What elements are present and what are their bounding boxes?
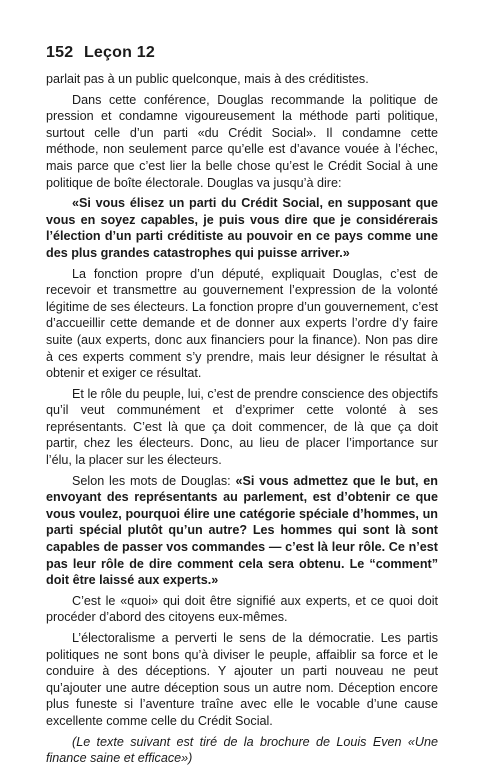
page-header (46, 44, 438, 62)
paragraph-electoralisme: L’électoralisme a perverti le sens de la démocratie. Les partis politiques ne sont bons qu’à diviser le peuple, affaiblir sa force et le conduire à des déceptions. Y ajouter un parti nouveau ne peut qu’ajouter une autre déception sous un autre nom. Déception encore plus funeste si l’aventure traîne avec elle le vocable d’une cause excellente comme celle du Crédit Social. (46, 631, 438, 728)
paragraph-douglas-words (46, 473, 438, 589)
paragraph-quoi: C’est le «quoi» qui doit être signifié aux experts, et ce quoi doit procéder d’abord des citoyens eux-mêmes. (46, 593, 438, 625)
douglas-quote-1: «Si vous élisez un parti du Crédit Social, en supposant que vous en soyez capables, je puis vous dire que je considérerais l’élection d’un parti créditiste au pouvoir en ce pays comme une des plus grandes catastrophes qui puisse arriver.» (46, 196, 438, 260)
source-note: (Le texte suivant est tiré de la brochure de Louis Even «Une finance saine et efficace») (46, 734, 438, 766)
page-number: 152 (46, 44, 74, 61)
paragraph-depute-role: La fonction propre d’un député, expliquait Douglas, c’est de recevoir et transmettre au gouvernement l’expression de la volonté légitime de ses électeurs. La fonction propre d’un gouvernement, c’est d’accueillir cette demande et de donner aux experts l’ordre d’y faire suite (aux experts, donc aux financiers pour la finance). Non pas dire à ces experts comment s’y prendre, mais leur désigner le résultat à obtenir et exiger ce résultat. (46, 266, 438, 381)
book-page (46, 44, 438, 771)
paragraph-continuation: parlait pas à un public quelconque, mais à des créditistes. (46, 72, 369, 86)
lesson-title: Leçon 12 (83, 44, 155, 61)
paragraph-conference: Dans cette conférence, Douglas recommande la politique de pression et condamne vigoureusement la méthode parti politique, surtout celle d’un parti «du Crédit Social». Il condamne cette méthode, non seulement parce qu’elle est d’avance vouée à l’échec, mais parce que c’est lier la belle chose qu’est le Crédit Social à une politique de boîte électorale. Douglas va jusqu’à dire: (46, 92, 438, 190)
quote-intro: Selon les mots de Douglas: (72, 473, 236, 488)
douglas-quote-2: «Si vous admettez que le but, en envoyant des représentants au parlement, est d’obtenir ce que vous voulez, pourquoi élire une catégorie spéciale d’hommes, un parti spécial plutôt qu’un autre? Les hommes qui sont là sont capables de passer vos commandes — c’est là leur rôle. Ce n’est pas leur rôle de dire comment cela sera obtenu. Le “comment” doit être laissé aux experts.» (46, 473, 438, 588)
paragraph-people-role: Et le rôle du peuple, lui, c’est de prendre conscience des objectifs qu’il veut communément et d’exprimer cette volonté à ses représentants. C’est là que ça doit commencer, de là que ça doit partir, chez les électeurs. Donc, au lieu de placer l’importance sur l’élu, la placer sur les électeurs. (46, 386, 438, 468)
